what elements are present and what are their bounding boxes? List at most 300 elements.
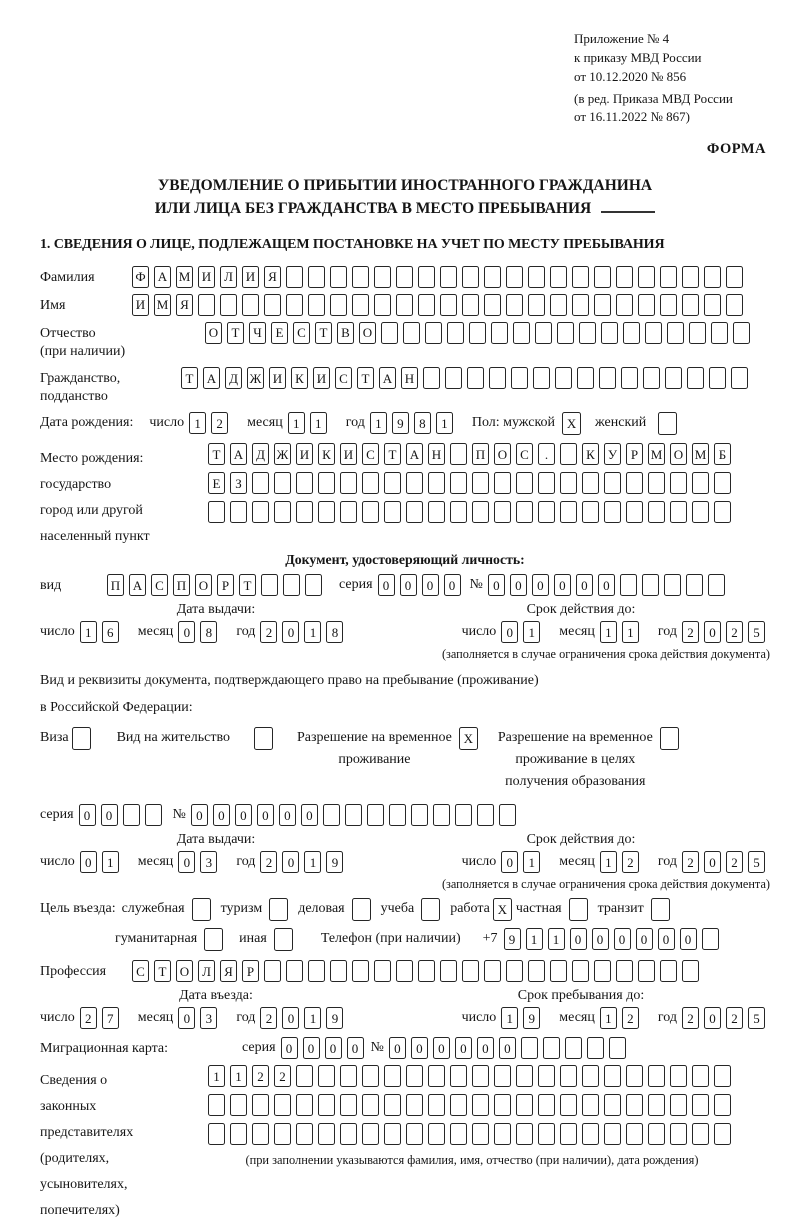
char-cell: А	[230, 443, 247, 465]
char-cell	[462, 266, 479, 288]
char-cell: .	[538, 443, 555, 465]
checkbox-ucheba	[421, 898, 440, 921]
char-cell	[340, 1123, 357, 1145]
char-cell: 0	[281, 1037, 298, 1059]
char-cell	[506, 294, 523, 316]
char-cell: С	[362, 443, 379, 465]
entry-month	[178, 1007, 222, 1029]
stay-until-cells	[392, 1007, 770, 1029]
char-cell: 0	[499, 1037, 516, 1059]
char-cell	[367, 804, 384, 826]
checkbox-chastnaya	[569, 898, 588, 921]
char-cell	[686, 574, 703, 596]
char-cell	[535, 322, 552, 344]
char-cell	[594, 960, 611, 982]
residence-doc-intro2: в Российской Федерации:	[40, 699, 193, 715]
char-cell	[274, 501, 291, 523]
temp-permit-label	[297, 727, 452, 770]
birth-place-row3	[208, 501, 736, 523]
stay-until-heading: Срок пребывания до:	[517, 988, 645, 1004]
char-cell	[513, 322, 530, 344]
char-cell	[648, 1123, 665, 1145]
char-cell: П	[107, 574, 124, 596]
char-cell: 2	[726, 621, 743, 643]
char-cell	[352, 266, 369, 288]
doc-issue-cells	[40, 621, 392, 643]
char-cell: 0	[455, 1037, 472, 1059]
birth-date-row	[40, 412, 770, 435]
char-cell: 0	[178, 1007, 195, 1029]
char-cell: 2	[622, 851, 639, 873]
char-cell: Ж	[274, 443, 291, 465]
checkbox-turizm	[269, 898, 288, 921]
permit-issue-heading: Дата выдачи:	[176, 832, 256, 848]
char-cell: 1	[622, 621, 639, 643]
char-cell: 2	[80, 1007, 97, 1029]
char-cell: 2	[682, 621, 699, 643]
year-label: год	[236, 1010, 256, 1026]
char-cell	[362, 501, 379, 523]
char-cell	[704, 266, 721, 288]
char-cell	[579, 322, 596, 344]
char-cell: 1	[501, 1007, 518, 1029]
char-cell	[450, 501, 467, 523]
char-cell	[384, 1094, 401, 1116]
char-cell	[352, 294, 369, 316]
char-cell	[538, 501, 555, 523]
permit-issue-col	[40, 832, 392, 873]
char-cell	[582, 1123, 599, 1145]
char-cell	[484, 960, 501, 982]
char-cell: 2	[726, 1007, 743, 1029]
char-cell	[230, 1123, 247, 1145]
checkbox-gender-male: X	[562, 412, 581, 435]
char-cell: С	[132, 960, 149, 982]
month-label: месяц	[137, 1010, 174, 1026]
char-cell: 9	[504, 928, 521, 950]
char-cell	[362, 472, 379, 494]
permit-valid-note: (заполняется в случае ограничения срока действия документа)	[441, 877, 770, 892]
char-cell	[296, 1123, 313, 1145]
char-cell	[616, 266, 633, 288]
char-cell	[538, 1123, 555, 1145]
char-cell	[665, 367, 682, 389]
char-cell	[648, 472, 665, 494]
char-cell	[667, 322, 684, 344]
char-cell	[286, 960, 303, 982]
surname-label: Фамилия	[40, 269, 95, 285]
char-cell	[538, 1094, 555, 1116]
char-cell	[560, 443, 577, 465]
char-cell: 0	[80, 851, 97, 873]
char-cell	[381, 322, 398, 344]
doc-valid-day	[501, 621, 545, 643]
char-cell	[623, 322, 640, 344]
char-cell	[714, 472, 731, 494]
char-cell: Т	[208, 443, 225, 465]
char-cell: 0	[704, 851, 721, 873]
char-cell: Т	[239, 574, 256, 596]
char-cell: 8	[200, 621, 217, 643]
char-cell	[450, 1065, 467, 1087]
char-cell	[467, 367, 484, 389]
char-cell	[440, 960, 457, 982]
char-cell: 0	[400, 574, 417, 596]
char-cell: Ч	[249, 322, 266, 344]
purpose-item	[598, 898, 670, 921]
title-line-2: ИЛИ ЛИЦА БЕЗ ГРАЖДАНСТВА В МЕСТО ПРЕБЫВАНИЯ	[40, 197, 770, 220]
char-cell	[362, 1094, 379, 1116]
char-cell	[582, 501, 599, 523]
char-cell: 0	[658, 928, 675, 950]
char-cell: 1	[370, 412, 387, 434]
appendix-line: от 10.12.2020 № 856	[574, 68, 687, 84]
title-line-1: УВЕДОМЛЕНИЕ О ПРИБЫТИИ ИНОСТРАННОГО ГРАЖДАНИНА	[157, 177, 653, 195]
char-cell: К	[291, 367, 308, 389]
char-cell	[704, 294, 721, 316]
doc-valid-month	[600, 621, 644, 643]
surname-cells	[132, 266, 748, 288]
char-cell: 2	[211, 412, 228, 434]
purpose-label: учеба	[380, 901, 415, 917]
char-cell: 1	[189, 412, 206, 434]
temp-permit-edu-label-line: проживание в целях	[515, 751, 636, 767]
char-cell	[274, 1094, 291, 1116]
char-cell	[560, 1123, 577, 1145]
char-cell: П	[472, 443, 489, 465]
char-cell: 0	[704, 1007, 721, 1029]
char-cell	[670, 1094, 687, 1116]
char-cell	[455, 804, 472, 826]
doc-issue-month	[178, 621, 222, 643]
char-cell: 1	[304, 851, 321, 873]
char-cell	[670, 1065, 687, 1087]
char-cell: 0	[191, 804, 208, 826]
char-cell: 2	[260, 1007, 277, 1029]
char-cell	[626, 501, 643, 523]
char-cell: Т	[357, 367, 374, 389]
char-cell: 0	[101, 804, 118, 826]
char-cell	[670, 472, 687, 494]
purpose-label: работа	[450, 901, 490, 917]
year-label: год	[657, 624, 677, 640]
char-cell	[323, 804, 340, 826]
doc-valid-year	[682, 621, 770, 643]
profession-cells	[132, 960, 704, 982]
purpose-item	[381, 898, 441, 921]
visit-purpose-row2	[115, 928, 770, 951]
char-cell	[555, 367, 572, 389]
char-cell: Д	[252, 443, 269, 465]
purpose-item	[115, 928, 223, 951]
profession-label: Профессия	[40, 964, 107, 980]
char-cell	[406, 1094, 423, 1116]
doc-issue-day	[80, 621, 124, 643]
char-cell: 7	[102, 1007, 119, 1029]
char-cell	[516, 501, 533, 523]
char-cell: 1	[102, 851, 119, 873]
char-cell	[296, 1065, 313, 1087]
year-label: год	[236, 624, 256, 640]
permit-valid-year	[682, 851, 770, 873]
char-cell	[318, 501, 335, 523]
doc-issue-heading: Дата выдачи:	[176, 602, 256, 618]
char-cell: 0	[477, 1037, 494, 1059]
permit-item-temp-edu	[498, 727, 679, 792]
char-cell: 1	[310, 412, 327, 434]
char-cell	[714, 1065, 731, 1087]
char-cell	[318, 472, 335, 494]
char-cell	[362, 1123, 379, 1145]
birth-date-label: Дата рождения:	[40, 415, 134, 431]
visit-purpose-row1	[40, 898, 770, 921]
char-cell	[362, 1065, 379, 1087]
char-cell	[664, 574, 681, 596]
citizenship-row	[40, 367, 770, 406]
char-cell: 0	[532, 574, 549, 596]
char-cell: 9	[523, 1007, 540, 1029]
char-cell	[494, 1094, 511, 1116]
char-cell: А	[129, 574, 146, 596]
char-cell	[587, 1037, 604, 1059]
given-name-label: Имя	[40, 297, 66, 313]
representatives-cells	[208, 1065, 736, 1168]
patronymic-label-line: (при наличии)	[40, 343, 126, 359]
char-cell	[264, 294, 281, 316]
char-cell	[560, 1065, 577, 1087]
day-label: число	[40, 854, 75, 870]
char-cell	[516, 1094, 533, 1116]
char-cell	[538, 1065, 555, 1087]
citizenship-label-line: Гражданство,	[40, 371, 121, 387]
char-cell	[626, 1123, 643, 1145]
char-cell	[692, 472, 709, 494]
doc-issue-col	[40, 602, 392, 643]
month-label: месяц	[559, 1010, 595, 1026]
migration-card-label: Миграционная карта:	[40, 1041, 169, 1057]
char-cell: 1	[526, 928, 543, 950]
patronymic-row	[40, 322, 770, 361]
char-cell: И	[198, 266, 215, 288]
stay-month	[600, 1007, 644, 1029]
purpose-item	[221, 898, 289, 921]
char-cell	[491, 322, 508, 344]
char-cell	[506, 960, 523, 982]
char-cell	[440, 266, 457, 288]
char-cell: 1	[600, 851, 617, 873]
char-cell	[670, 501, 687, 523]
doc-valid-note: (заполняется в случае ограничения срока действия документа)	[441, 647, 770, 662]
char-cell	[494, 472, 511, 494]
char-cell	[714, 501, 731, 523]
purpose-label: деловая	[298, 901, 345, 917]
char-cell	[340, 1094, 357, 1116]
char-cell: Р	[217, 574, 234, 596]
checkbox-rabota: X	[493, 898, 512, 921]
char-cell	[642, 574, 659, 596]
char-cell: 0	[592, 928, 609, 950]
char-cell	[714, 1094, 731, 1116]
month-label: месяц	[137, 624, 174, 640]
char-cell	[208, 1094, 225, 1116]
month-label: месяц	[559, 854, 595, 870]
char-cell	[396, 266, 413, 288]
char-cell	[599, 367, 616, 389]
char-cell: 0	[79, 804, 96, 826]
char-cell: В	[337, 322, 354, 344]
char-cell	[242, 294, 259, 316]
char-cell: А	[203, 367, 220, 389]
char-cell: 3	[200, 851, 217, 873]
char-cell	[208, 501, 225, 523]
migration-series-label: серия	[242, 1040, 276, 1056]
phone-cells	[504, 928, 724, 950]
char-cell	[609, 1037, 626, 1059]
char-cell: М	[154, 294, 171, 316]
permit-item-residence	[117, 727, 273, 750]
char-cell	[726, 266, 743, 288]
char-cell: С	[516, 443, 533, 465]
char-cell	[516, 472, 533, 494]
char-cell: 0	[279, 804, 296, 826]
purpose-item	[122, 898, 211, 921]
char-cell	[198, 294, 215, 316]
char-cell: 2	[260, 851, 277, 873]
char-cell	[445, 367, 462, 389]
char-cell: Ф	[132, 266, 149, 288]
char-cell: К	[582, 443, 599, 465]
char-cell	[692, 1094, 709, 1116]
char-cell	[565, 1037, 582, 1059]
char-cell: 0	[576, 574, 593, 596]
char-cell	[560, 1094, 577, 1116]
day-label: число	[461, 624, 497, 640]
citizenship-cells	[181, 367, 753, 389]
char-cell	[528, 294, 545, 316]
stay-until-col	[392, 988, 770, 1029]
char-cell	[252, 1123, 269, 1145]
permit-issue-cells	[40, 851, 392, 873]
char-cell	[418, 294, 435, 316]
char-cell: 1	[548, 928, 565, 950]
char-cell	[428, 1094, 445, 1116]
char-cell: И	[296, 443, 313, 465]
permit-number-cells	[191, 804, 521, 826]
char-cell: 0	[213, 804, 230, 826]
char-cell: 0	[282, 1007, 299, 1029]
char-cell	[594, 294, 611, 316]
char-cell: 0	[598, 574, 615, 596]
char-cell: 0	[433, 1037, 450, 1059]
char-cell	[621, 367, 638, 389]
char-cell: 1	[80, 621, 97, 643]
char-cell	[626, 472, 643, 494]
char-cell	[692, 1065, 709, 1087]
char-cell	[616, 294, 633, 316]
char-cell: 0	[389, 1037, 406, 1059]
char-cell	[220, 294, 237, 316]
day-label: число	[40, 1010, 75, 1026]
char-cell	[489, 367, 506, 389]
char-cell	[411, 804, 428, 826]
char-cell: Т	[181, 367, 198, 389]
char-cell	[643, 367, 660, 389]
char-cell	[296, 501, 313, 523]
checkbox-visa	[72, 727, 91, 750]
revision-line: (в ред. Приказа МВД России	[574, 90, 733, 106]
representatives-row2	[208, 1094, 736, 1116]
char-cell: Т	[227, 322, 244, 344]
char-cell	[682, 960, 699, 982]
char-cell	[384, 1065, 401, 1087]
day-label: число	[149, 415, 185, 431]
phone-label: Телефон (при наличии)	[320, 931, 461, 947]
char-cell	[230, 1094, 247, 1116]
char-cell: 0	[301, 804, 318, 826]
appendix-line: к приказу МВД России	[574, 49, 702, 65]
char-cell	[484, 266, 501, 288]
char-cell	[450, 472, 467, 494]
char-cell	[528, 960, 545, 982]
char-cell	[428, 1123, 445, 1145]
char-cell	[296, 472, 313, 494]
char-cell	[396, 294, 413, 316]
char-cell: Н	[428, 443, 445, 465]
char-cell	[406, 501, 423, 523]
char-cell	[274, 472, 291, 494]
patronymic-cells	[205, 322, 755, 344]
char-cell	[626, 1094, 643, 1116]
purpose-item	[239, 928, 293, 951]
char-cell	[433, 804, 450, 826]
temp-permit-edu-label-line: получения образования	[505, 773, 646, 789]
permit-item-temp	[297, 727, 478, 770]
migration-number-cells	[389, 1037, 631, 1059]
doc-type-cells	[107, 574, 327, 596]
migration-card-row	[40, 1037, 770, 1059]
appendix-header	[574, 30, 764, 127]
char-cell	[648, 1094, 665, 1116]
permit-issue-month	[178, 851, 222, 873]
char-cell	[469, 322, 486, 344]
char-cell	[560, 472, 577, 494]
char-cell	[670, 1123, 687, 1145]
char-cell	[484, 294, 501, 316]
char-cell	[472, 1065, 489, 1087]
char-cell: 0	[411, 1037, 428, 1059]
char-cell: К	[318, 443, 335, 465]
char-cell	[230, 501, 247, 523]
char-cell	[582, 1065, 599, 1087]
char-cell	[286, 266, 303, 288]
char-cell	[601, 322, 618, 344]
char-cell	[340, 472, 357, 494]
char-cell	[660, 266, 677, 288]
doc-issue-year	[260, 621, 348, 643]
char-cell: О	[205, 322, 222, 344]
char-cell: 0	[554, 574, 571, 596]
char-cell: О	[176, 960, 193, 982]
char-cell	[550, 294, 567, 316]
checkbox-temp-permit-edu	[660, 727, 679, 750]
char-cell	[318, 1094, 335, 1116]
char-cell	[660, 294, 677, 316]
revision-line: от 16.11.2022 № 867)	[574, 109, 691, 125]
char-cell	[582, 472, 599, 494]
char-cell: 0	[570, 928, 587, 950]
char-cell: 0	[614, 928, 631, 950]
document-title	[40, 174, 770, 221]
